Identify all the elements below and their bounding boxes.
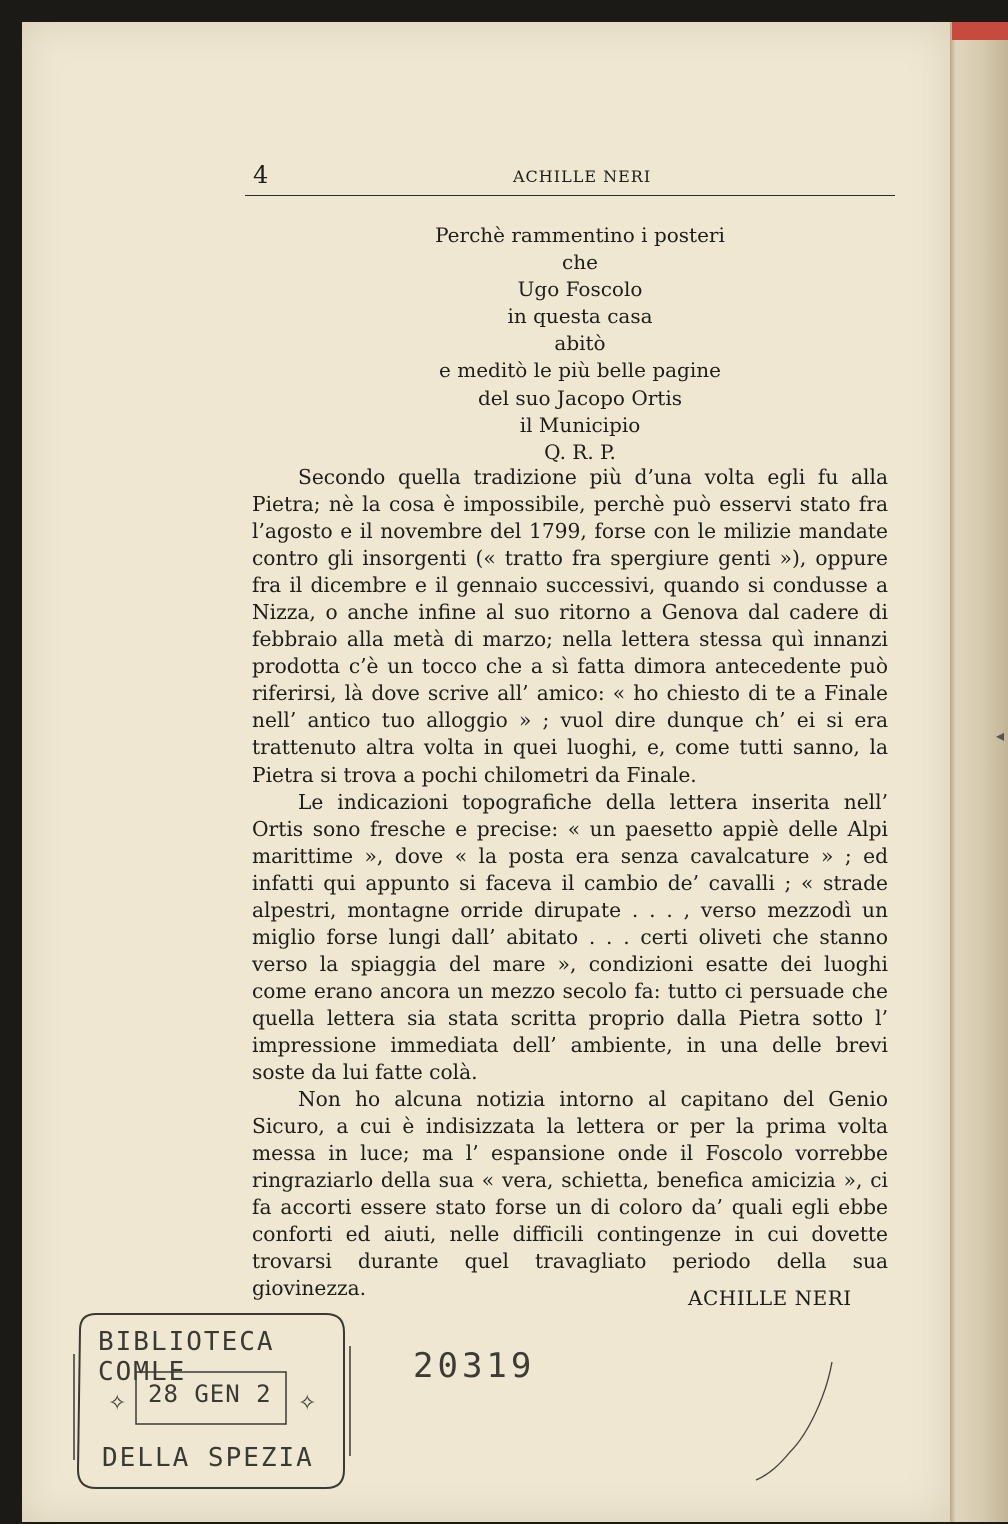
running-head (245, 157, 895, 196)
paragraph: Le indicazioni topografiche della lettera inserita nell’ Ortis sono fresche e precise: « un paesetto appiè delle Alpi marittime », dove « la posta era senza cavalcature » ; ed infatti qui appunto si faceva il cambio de’ cavalli ; « strade alpestri, montagne orride dirupate . . . , verso mezzodì un miglio forse lungi dall’ abitato . . . certi oliveti che stanno verso la spiaggia del mare », condizioni esatte dei luoghi come erano ancora un mezzo secolo fa: tutto ci persuade che quella lettera sia stata scritta proprio dalla Pietra sotto l’ impressione immediata dell’ ambiente, in una delle brevi soste da lui fatte colà. (252, 789, 888, 1085)
inscription-line: abitò (554, 331, 606, 356)
library-stamp (70, 1310, 354, 1492)
stamp-top-text: BIBLIOTECA COMLE (98, 1327, 275, 1387)
page-number: 4 (253, 161, 269, 189)
inscription-line: e meditò le più belle pagine (439, 358, 721, 383)
inscription-line: Ugo Foscolo (517, 277, 643, 302)
adjacent-page-edge (950, 22, 1008, 1522)
inscription-line: Q. R. P. (544, 439, 616, 464)
svg-text:✧: ✧ (298, 1391, 317, 1416)
inscription (330, 222, 830, 466)
inscription-line: Perchè rammentino i posteri (435, 223, 725, 247)
stamp-bottom-text: DELLA SPEZIA (102, 1443, 314, 1473)
inscription-line: che (562, 250, 598, 275)
paragraph: Non ho alcuna notizia intorno al capitano del Genio Sicuro, a cui è indisizzata la lettera or per la prima volta messa in luce; ma l’ espansione onde il Foscolo vorrebbe ringraziarlo della sua « vera, schietta, benefica amicizia », ci fa accorti essere stato forse un di coloro da’ quali egli ebbe conforti ed aiuti, nelle difficili contingenze in cui dovette trovarsi durante quel travagliato periodo della sua giovinezza. (252, 1087, 888, 1301)
header-author: ACHILLE NERI (513, 167, 652, 186)
svg-text:✧: ✧ (108, 1391, 127, 1416)
body-text (252, 464, 888, 1302)
edge-mark-icon: ◂ (996, 726, 1005, 745)
inscription-line: in questa casa (507, 304, 653, 329)
inscription-line: del suo Jacopo Ortis (478, 385, 682, 410)
red-marker (952, 22, 1008, 40)
paragraph: Secondo quella tradizione più d’una volta egli fu alla Pietra; nè la cosa è impossibile, perchè può esservi stato fra l’agosto e il novembre del 1799, forse con le milizie mandate contro gli insorgenti (« tratto fra spergiure genti »), oppure fra il dicembre e il gennaio successivi, quando si condusse a Nizza, o anche infine al suo ritorno a Genova dal cadere di febbraio alla metà di marzo; nella lettera stessa quì innanzi prodotta c’è un tocco che a sì fatta dimora antecedente può riferirsi, là dove scrive all’ amico: « ho chiesto di te a Finale nell’ antico tuo alloggio » ; vuol dire dunque ch’ ei si era trattenuto altra volta in quei luoghi, e, come tutti sanno, la Pietra si trova a pochi chilometri da Finale. (252, 465, 888, 787)
inventory-number: 20319 (413, 1346, 536, 1386)
pencil-mark-icon (750, 1356, 860, 1486)
stamp-date: 28 GEN 2 (148, 1380, 272, 1408)
signature: ACHILLE NERI (688, 1286, 852, 1310)
inscription-line: il Municipio (519, 412, 641, 437)
